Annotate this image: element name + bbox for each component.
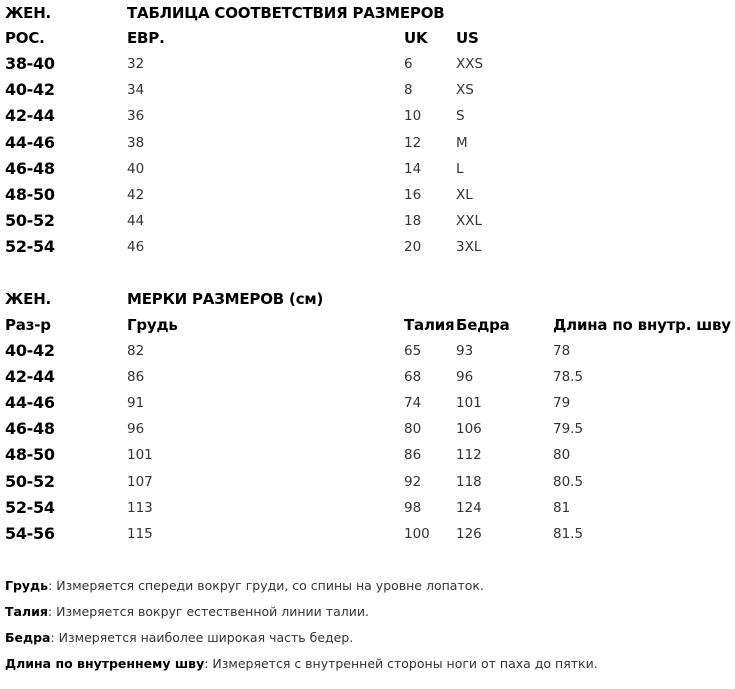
uk-size-cell: 6 — [404, 56, 413, 72]
size-row-label: 44-46 — [5, 393, 55, 413]
us-size-cell: XXL — [456, 213, 483, 230]
chest-cell: 82 — [127, 343, 145, 359]
chest-cell: 101 — [127, 447, 153, 464]
waist-cell: 65 — [404, 343, 422, 359]
size-row-label: 52-54 — [5, 497, 55, 517]
size-row-label: 40-42 — [5, 80, 55, 100]
table1-header-us: US — [456, 29, 479, 47]
inseam-cell: 80.5 — [553, 473, 584, 490]
note-term: Грудь — [5, 578, 49, 593]
uk-size-cell: 18 — [404, 213, 422, 230]
waist-cell: 86 — [404, 447, 422, 464]
uk-size-cell: 16 — [404, 187, 422, 203]
size-row-label: 40-42 — [5, 341, 55, 360]
chest-cell: 107 — [127, 473, 153, 490]
hips-cell: 106 — [456, 421, 482, 438]
eu-size-cell: 46 — [127, 239, 145, 256]
hips-cell: 126 — [456, 525, 482, 542]
us-size-cell: M — [456, 134, 468, 151]
note-text: : Измеряется спереди вокруг груди, со спины на уровне лопаток. — [48, 578, 484, 593]
chest-cell: 113 — [127, 499, 153, 516]
chest-cell: 91 — [127, 395, 145, 412]
table1-header-eu: ЕВР. — [127, 29, 165, 47]
note-term: Талия — [5, 604, 48, 619]
chest-cell: 115 — [127, 525, 153, 542]
table1-corner-line2: РОС. — [5, 29, 45, 47]
chest-cell: 86 — [127, 369, 145, 386]
note-line — [5, 606, 369, 619]
hips-cell: 112 — [456, 447, 482, 464]
note-text: : Измеряется наиболее широкая часть бедер. — [50, 630, 354, 645]
note-line — [5, 658, 598, 671]
size-row-label: 50-52 — [5, 211, 55, 231]
inseam-cell: 79 — [553, 395, 571, 412]
size-row-label: 44-46 — [5, 132, 55, 152]
table1-corner-line1: ЖЕН. — [5, 4, 52, 22]
uk-size-cell: 12 — [404, 134, 422, 151]
size-row-label: 50-52 — [5, 471, 55, 491]
us-size-cell: XXS — [456, 56, 484, 72]
size-row-label: 46-48 — [5, 419, 55, 439]
table2-header-chest: Грудь — [127, 316, 178, 334]
inseam-cell: 78.5 — [553, 369, 584, 386]
us-size-cell: XL — [456, 187, 473, 203]
size-row-label: 42-44 — [5, 106, 55, 126]
size-row-label: 48-50 — [5, 185, 55, 204]
note-line — [5, 580, 484, 593]
waist-cell: 98 — [404, 499, 422, 516]
inseam-cell: 81.5 — [553, 525, 584, 542]
size-row-label: 42-44 — [5, 367, 55, 387]
us-size-cell: L — [456, 160, 464, 177]
size-row-label: 52-54 — [5, 237, 55, 257]
inseam-cell: 80 — [553, 447, 571, 464]
uk-size-cell: 14 — [404, 160, 422, 177]
eu-size-cell: 38 — [127, 134, 145, 151]
uk-size-cell: 10 — [404, 108, 422, 125]
size-row-label: 54-56 — [5, 523, 55, 543]
hips-cell: 124 — [456, 499, 482, 516]
us-size-cell: S — [456, 108, 465, 125]
eu-size-cell: 36 — [127, 108, 145, 125]
note-text: : Измеряется вокруг естественной линии талии. — [47, 604, 369, 619]
uk-size-cell: 8 — [404, 82, 413, 99]
eu-size-cell: 34 — [127, 82, 145, 99]
table2-corner-line2: Раз-р — [5, 316, 51, 334]
inseam-cell: 78 — [553, 343, 571, 359]
chest-cell: 96 — [127, 421, 145, 438]
size-row-label: 46-48 — [5, 158, 55, 178]
hips-cell: 118 — [456, 473, 482, 490]
waist-cell: 92 — [404, 473, 422, 490]
table2-corner-line1: ЖЕН. — [5, 290, 52, 308]
eu-size-cell: 40 — [127, 160, 145, 177]
us-size-cell: 3XL — [456, 239, 482, 256]
inseam-cell: 81 — [553, 499, 571, 516]
note-term: Длина по внутреннему шву — [5, 656, 205, 671]
inseam-cell: 79.5 — [553, 421, 584, 438]
waist-cell: 80 — [404, 421, 422, 438]
note-term: Бедра — [5, 630, 51, 645]
size-row-label: 48-50 — [5, 445, 55, 465]
table2-header-hips: Бедра — [456, 316, 510, 334]
table1-title: ТАБЛИЦА СООТВЕТСТВИЯ РАЗМЕРОВ — [127, 4, 445, 22]
waist-cell: 74 — [404, 395, 422, 412]
hips-cell: 93 — [456, 343, 474, 359]
us-size-cell: XS — [456, 82, 474, 99]
uk-size-cell: 20 — [404, 239, 422, 256]
eu-size-cell: 44 — [127, 213, 145, 230]
table2-header-inseam: Длина по внутр. шву — [553, 316, 731, 334]
table2-header-waist: Талия — [404, 316, 455, 334]
hips-cell: 96 — [456, 369, 474, 386]
table2-title: МЕРКИ РАЗМЕРОВ (см) — [127, 290, 324, 308]
note-line — [5, 632, 353, 645]
note-text: : Измеряется с внутренней стороны ноги от паха до пятки. — [204, 656, 598, 671]
eu-size-cell: 42 — [127, 187, 145, 203]
hips-cell: 101 — [456, 395, 482, 412]
waist-cell: 100 — [404, 525, 430, 542]
table1-header-uk: UK — [404, 29, 428, 47]
size-row-label: 38-40 — [5, 54, 55, 73]
eu-size-cell: 32 — [127, 56, 145, 72]
waist-cell: 68 — [404, 369, 422, 386]
